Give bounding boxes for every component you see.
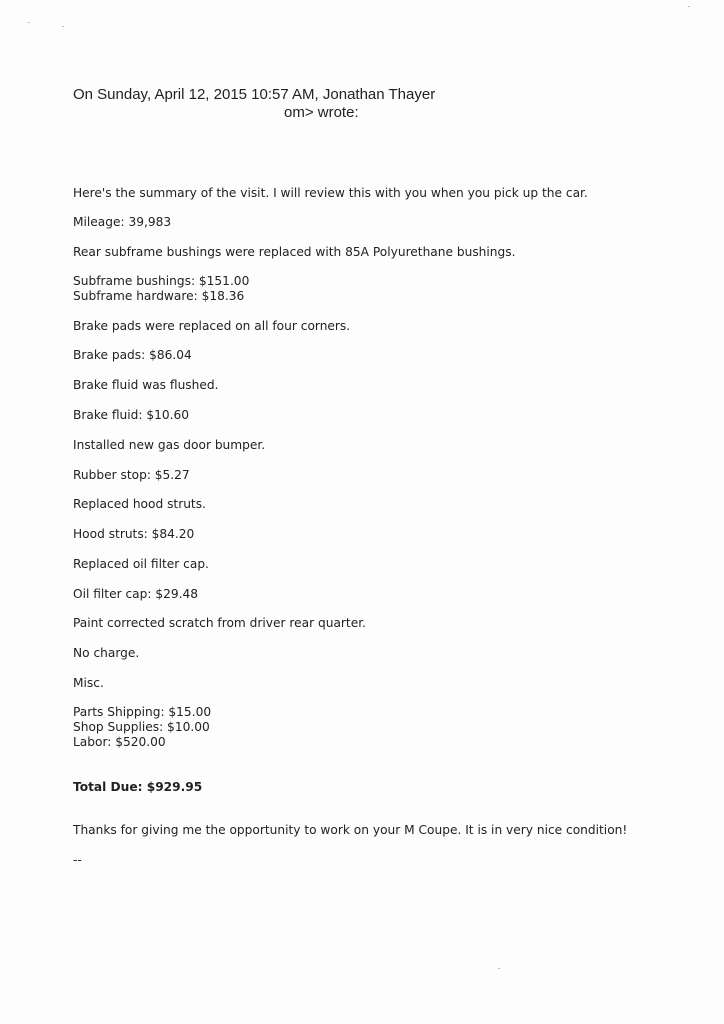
subframe-note: Rear subframe bushings were replaced with 85A Polyurethane bushings. [73,245,516,259]
subframe-hardware-line: Subframe hardware: $18.36 [73,289,245,303]
rubber-stop-line: Rubber stop: $5.27 [73,468,190,482]
misc-text: Misc. [73,676,104,690]
hood-struts-line: Hood struts: $84.20 [73,527,195,541]
no-charge-text: No charge. [73,646,140,660]
email-header-wrote: om> wrote: [284,104,359,121]
subframe-bushings-line: Subframe bushings: $151.00 [73,274,250,288]
intro-text: Here's the summary of the visit. I will review this with you when you pick up the car. [73,186,588,200]
brake-pads-line: Brake pads: $86.04 [73,348,192,362]
thanks-text: Thanks for giving me the opportunity to work on your M Coupe. It is in very nice condition! [73,823,628,837]
total-due: Total Due: $929.95 [73,780,203,794]
mileage-text: Mileage: 39,983 [73,215,172,229]
parts-shipping-line: Parts Shipping: $15.00 [73,705,212,719]
signature-separator: -- [73,853,82,867]
oil-cap-line: Oil filter cap: $29.48 [73,587,198,601]
scan-speck [498,968,500,969]
brake-fluid-line: Brake fluid: $10.60 [73,408,189,422]
brake-note: Brake pads were replaced on all four corners. [73,319,351,333]
gas-door-note: Installed new gas door bumper. [73,438,266,452]
scan-speck [28,22,30,23]
scan-speck [62,26,64,27]
shop-supplies-line: Shop Supplies: $10.00 [73,720,210,734]
hood-note: Replaced hood struts. [73,497,206,511]
email-header-sender: On Sunday, April 12, 2015 10:57 AM, Jonathan Thayer [73,86,436,103]
scan-speck [688,6,690,7]
labor-line: Labor: $520.00 [73,735,166,749]
paint-note: Paint corrected scratch from driver rear quarter. [73,616,366,630]
fluid-note: Brake fluid was flushed. [73,378,219,392]
oil-note: Replaced oil filter cap. [73,557,209,571]
